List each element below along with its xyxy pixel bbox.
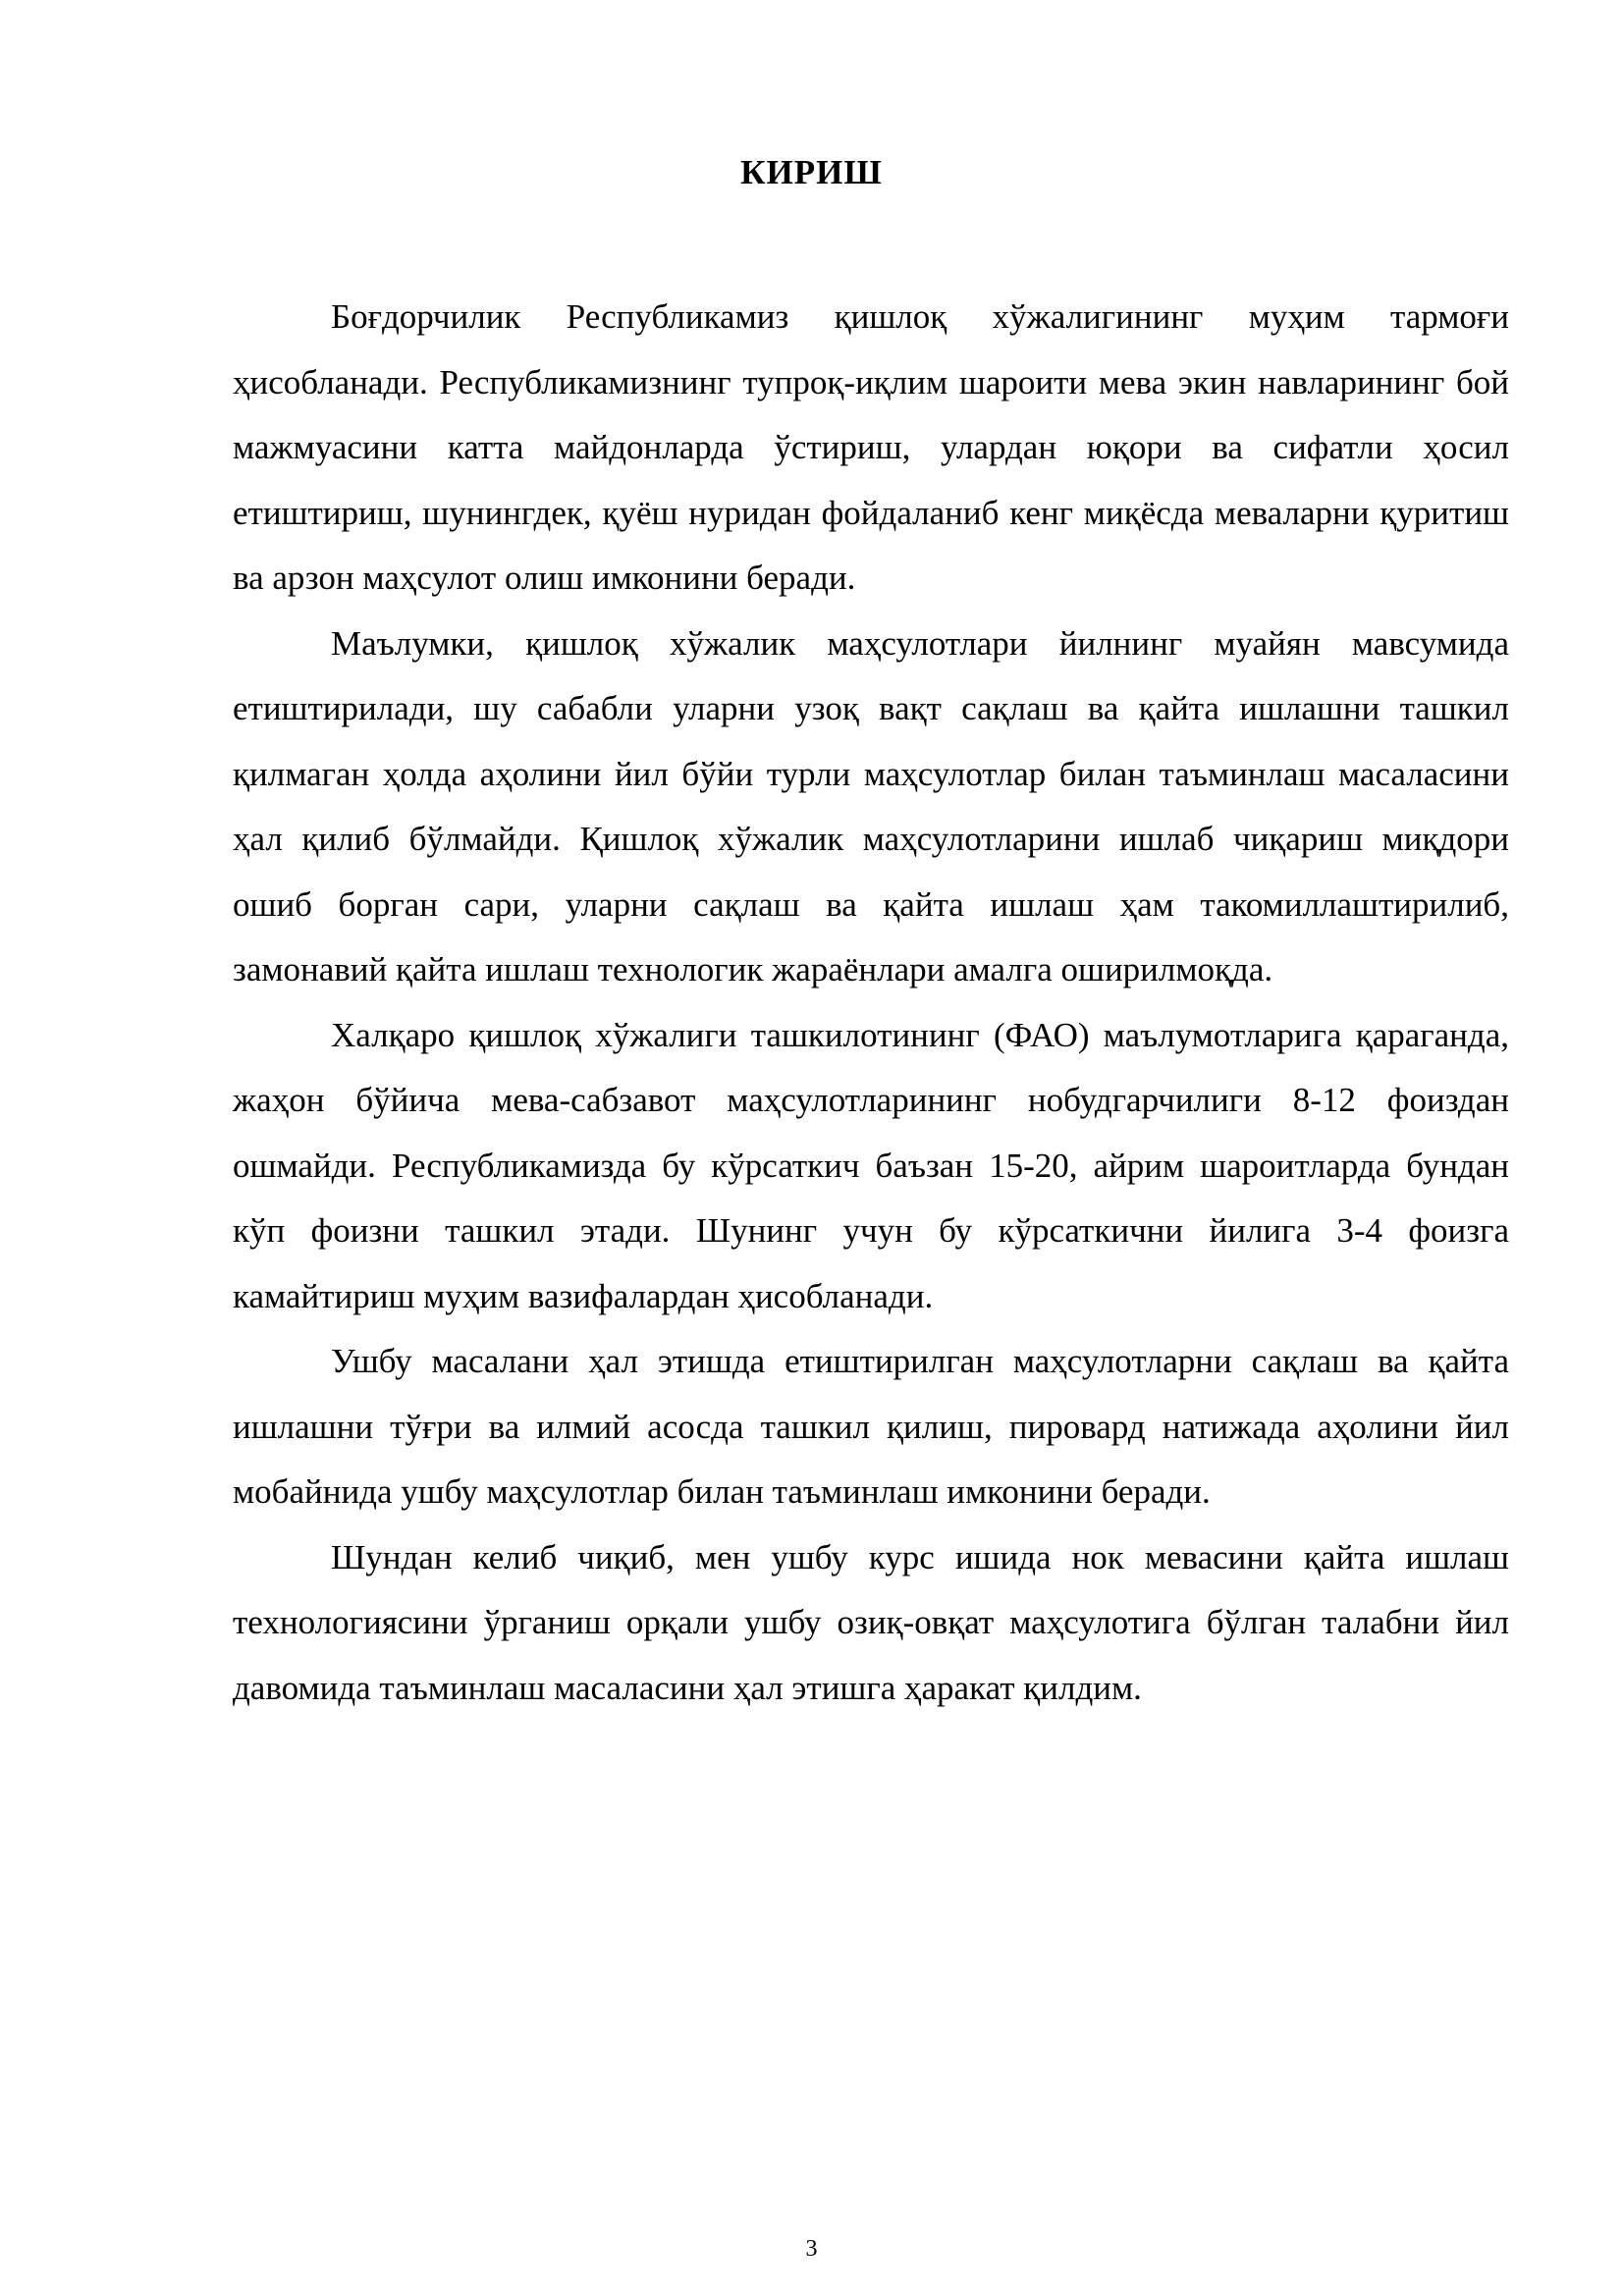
paragraph: Маълумки, қишлоқ хўжалик маҳсулотлари йилнинг муайян мавсумида етиштирилади, шу сабабли уларни узоқ вақт сақлаш ва қайта ишлашни ташкил қилмаган ҳолда аҳолини йил бўйи турли маҳсулотлар билан таъминлаш масаласини ҳал қилиб бўлмайди. Қишлоқ хўжалик маҳсулотларини ишлаб чиқариш миқдори ошиб борган сари, уларни сақлаш ва қайта ишлаш ҳам такомиллаштирилиб, замонавий қайта ишлаш технологик жараёнлари амалга оширилмоқда. <box>233 623 1509 988</box>
paragraph: Ушбу масалани ҳал этишда етиштирилган маҳсулотларни сақлаш ва қайта ишлашни тўғри ва илмий асосда ташкил қилиш, пировард натижада аҳолини йил мобайнида ушбу маҳсулотлар билан таъминлаш имконини беради. <box>233 1342 1509 1511</box>
paragraph: Боғдорчилик Республикамиз қишлоқ хўжалигининг муҳим тармоғи ҳисобланади. Республикамизнинг тупроқ-иқлим шароити мева экин навларининг бой мажмуасини катта майдонларда ўстириш, улардан юқори ва сифатли ҳосил етиштириш, шунингдек, қуёш нуридан фойдаланиб кенг миқёсда меваларни қуритиш ва арзон маҳсулот олиш имконини беради. <box>233 297 1509 597</box>
page-number: 3 <box>805 2236 818 2262</box>
paragraph: Шундан келиб чиқиб, мен ушбу курс ишида нок мевасини қайта ишлаш технологиясини ўрганиш орқали ушбу озиқ-овқат маҳсулотига бўлган талабни йил давомида таъминлаш масаласини ҳал этишга ҳаракат қилдим. <box>233 1537 1509 1707</box>
body-text <box>233 285 1509 1721</box>
section-title: КИРИШ <box>740 153 883 191</box>
paragraph: Халқаро қишлоқ хўжалиги ташкилотининг (ФАО) маълумотларига қараганда, жаҳон бўйича мева-сабзавот маҳсулотларининг нобудгарчилиги 8-12 фоиздан ошмайди. Республикамизда бу кўрсаткич баъзан 15-20, айрим шароитларда бундан кўп фоизни ташкил этади. Шунинг учун бу кўрсаткични йилига 3-4 фоизга камайтириш муҳим вазифалардан ҳисобланади. <box>233 1015 1509 1315</box>
